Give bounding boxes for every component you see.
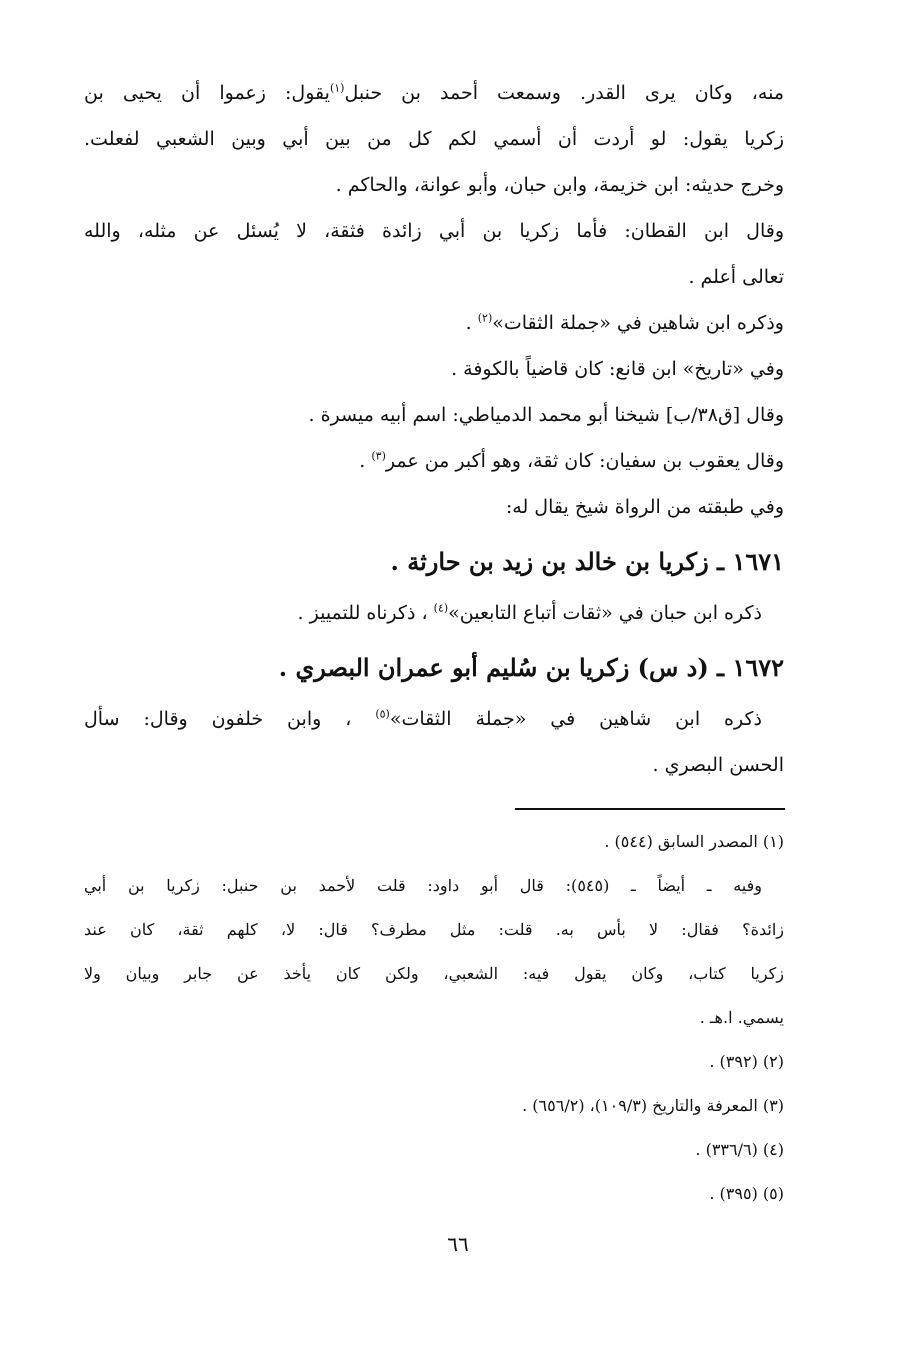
entry-text <box>84 696 784 742</box>
text-span: ، ذكرناه للتمييز . <box>297 602 434 624</box>
text-line: وفي «تاريخ» ابن قانع: كان قاضياً بالكوفة . <box>451 358 784 380</box>
footnote-4: (٤) (٣٣٦/٦) . <box>695 1140 784 1159</box>
text-line <box>84 438 784 484</box>
text-line: وخرج حديثه: ابن خزيمة، وابن حبان، وأبو عوانة، والحاكم . <box>335 174 784 196</box>
footnote-1-text: زائدة؟ فقال: لا بأس به. قلت: مثل مطرف؟ قال: لا، كلهم ثقة، كان عند <box>84 920 784 939</box>
text-span: ذكره ابن حبان في «ثقات أتباع التابعين» <box>448 602 762 624</box>
footnote-5: (٥) (٣٩٥) . <box>709 1184 784 1203</box>
footnote-1-text: يسمي. ا.هـ . <box>699 1008 784 1027</box>
text-line: وقال [ق٣٨/ب] شيخنا أبو محمد الدمياطي: اسم أبيه ميسرة . <box>308 404 784 426</box>
text-line <box>84 70 784 116</box>
main-text <box>84 70 784 788</box>
text-line: زكريا يقول: لو أردت أن أسمي لكم كل من بين أبي وبين الشعبي لفعلت. <box>84 128 784 150</box>
footnote-ref: (١) <box>329 81 345 95</box>
footnote-ref: (٥) <box>375 707 390 721</box>
text-span: وقال يعقوب بن سفيان: كان ثقة، وهو أكبر من عمر <box>385 450 784 472</box>
footnotes <box>84 820 784 1216</box>
footnote-separator <box>515 808 785 810</box>
entry-heading: ١٦٧١ ـ زكريا بن خالد بن زيد بن حارثة . <box>390 547 784 576</box>
text-span: منه، وكان يرى القدر. وسمعت أحمد بن حنبل <box>344 82 784 104</box>
footnote-1-text: زكريا كتاب، وكان يقول فيه: الشعبي، ولكن كان يأخذ عن جابر وبيان ولا <box>84 964 784 983</box>
page-number: ٦٦ <box>447 1232 469 1256</box>
footnote-2: (٢) (٣٩٢) . <box>709 1052 784 1071</box>
text-span: . <box>465 312 478 334</box>
text-span: ، وابن خلفون وقال: سأل <box>84 708 376 730</box>
footnote-1: (١) المصدر السابق (٥٤٤) . <box>604 832 784 851</box>
text-line: تعالى أعلم . <box>688 266 784 288</box>
footnote-ref: (٤) <box>433 601 449 615</box>
footnote-3: (٣) المعرفة والتاريخ (١٠٩/٣)، (٦٥٦/٢) . <box>522 1096 784 1115</box>
text-line: وقال ابن القطان: فأما زكريا بن أبي زائدة فثقة، لا يُسئل عن مثله، والله <box>84 220 784 242</box>
entry-text: الحسن البصري . <box>652 754 784 776</box>
entry-heading: ١٦٧٢ ـ (د س) زكريا بن سُليم أبو عمران البصري . <box>278 653 784 682</box>
text-line <box>84 300 784 346</box>
footnote-ref: (٣) <box>371 449 386 463</box>
text-span: . <box>359 450 372 472</box>
footnote-1-text: وفيه ـ أيضاً ـ (٥٤٥): قال أبو داود: قلت لأحمد بن حنبل: زكريا بن أبي <box>84 876 763 895</box>
entry-text <box>84 590 784 636</box>
footnote-ref: (٢) <box>477 311 493 325</box>
text-line: وفي طبقته من الرواة شيخ يقال له: <box>505 496 784 518</box>
text-span: يقول: زعموا أن يحيى بن <box>84 82 330 104</box>
text-span: ذكره ابن شاهين في «جملة الثقات» <box>389 708 763 730</box>
text-span: وذكره ابن شاهين في «جملة الثقات» <box>492 312 784 334</box>
